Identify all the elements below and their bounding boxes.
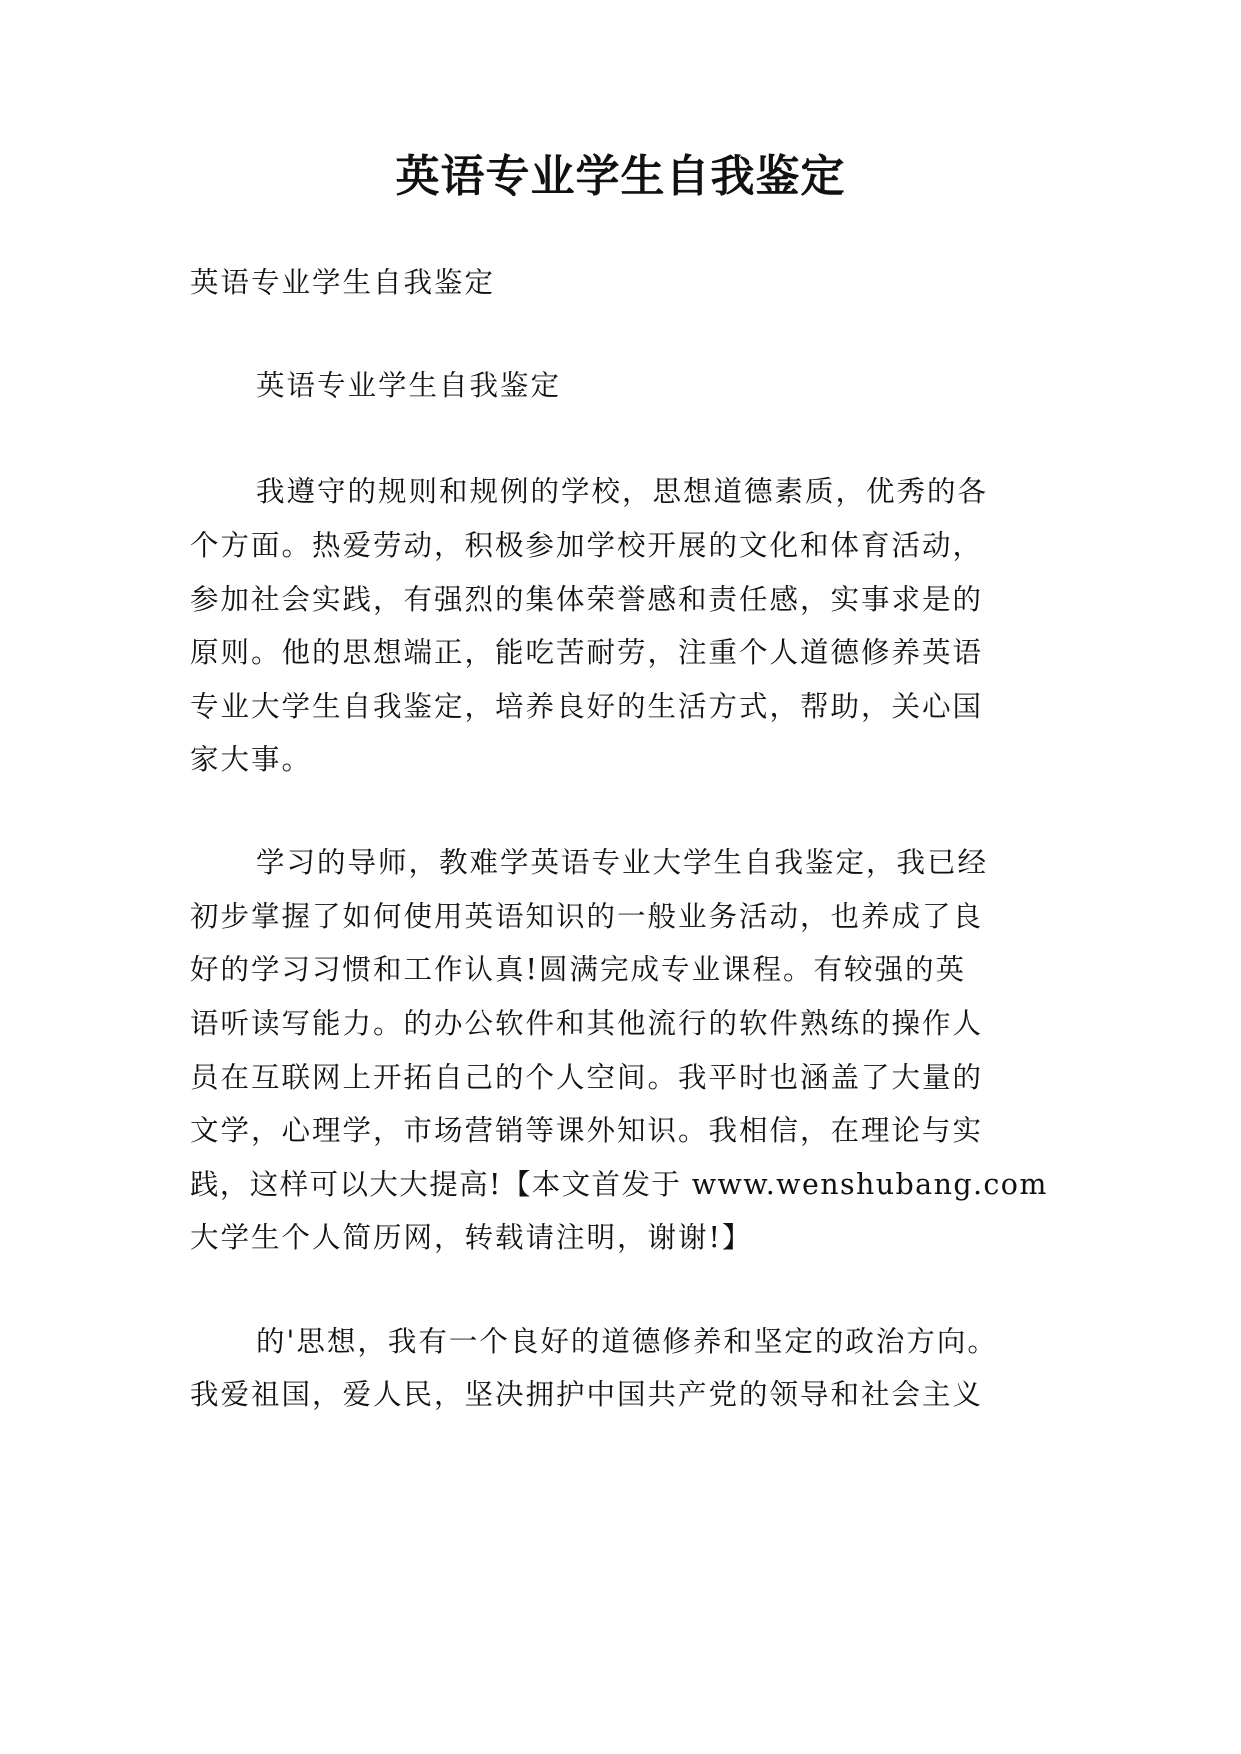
paragraph-line: 践，这样可以大大提高!【本文首发于 www.wenshubang.com (190, 1168, 1048, 1201)
paragraph-line: 好的学习习惯和工作认真!圆满完成专业课程。有较强的英 (190, 953, 966, 986)
paragraph-line: 学习的导师，教难学英语专业大学生自我鉴定，我已经 (256, 846, 989, 879)
paragraph-line: 大学生个人简历网，转载请注明，谢谢!】 (190, 1221, 753, 1254)
subtitle-line-indented: 英语专业学生自我鉴定 (256, 369, 562, 402)
paragraph-line: 家大事。 (190, 743, 313, 776)
document-title: 英语专业学生自我鉴定 (395, 151, 846, 202)
paragraph-line: 的'思想，我有一个良好的道德修养和坚定的政治方向。 (256, 1325, 998, 1358)
paragraph-line: 员在互联网上开拓自己的个人空间。我平时也涵盖了大量的 (190, 1061, 984, 1094)
subtitle-line: 英语专业学生自我鉴定 (190, 266, 496, 299)
paragraph-line: 参加社会实践，有强烈的集体荣誉感和责任感，实事求是的 (190, 583, 984, 616)
paragraph-line: 文学，心理学，市场营销等课外知识。我相信，在理论与实 (190, 1114, 984, 1147)
paragraph-line: 原则。他的思想端正，能吃苦耐劳，注重个人道德修养英语 (190, 636, 984, 669)
paragraph-line: 专业大学生自我鉴定，培养良好的生活方式，帮助，关心国 (190, 690, 984, 723)
paragraph-line: 个方面。热爱劳动，积极参加学校开展的文化和体育活动， (190, 529, 984, 562)
paragraph-line: 我爱祖国，爱人民，坚决拥护中国共产党的领导和社会主义 (190, 1378, 984, 1411)
paragraph-line: 初步掌握了如何使用英语知识的一般业务活动，也养成了良 (190, 900, 984, 933)
paragraph-line: 语听读写能力。的办公软件和其他流行的软件熟练的操作人 (190, 1007, 984, 1040)
paragraph-line: 我遵守的规则和规例的学校，思想道德素质，优秀的各 (256, 475, 989, 508)
